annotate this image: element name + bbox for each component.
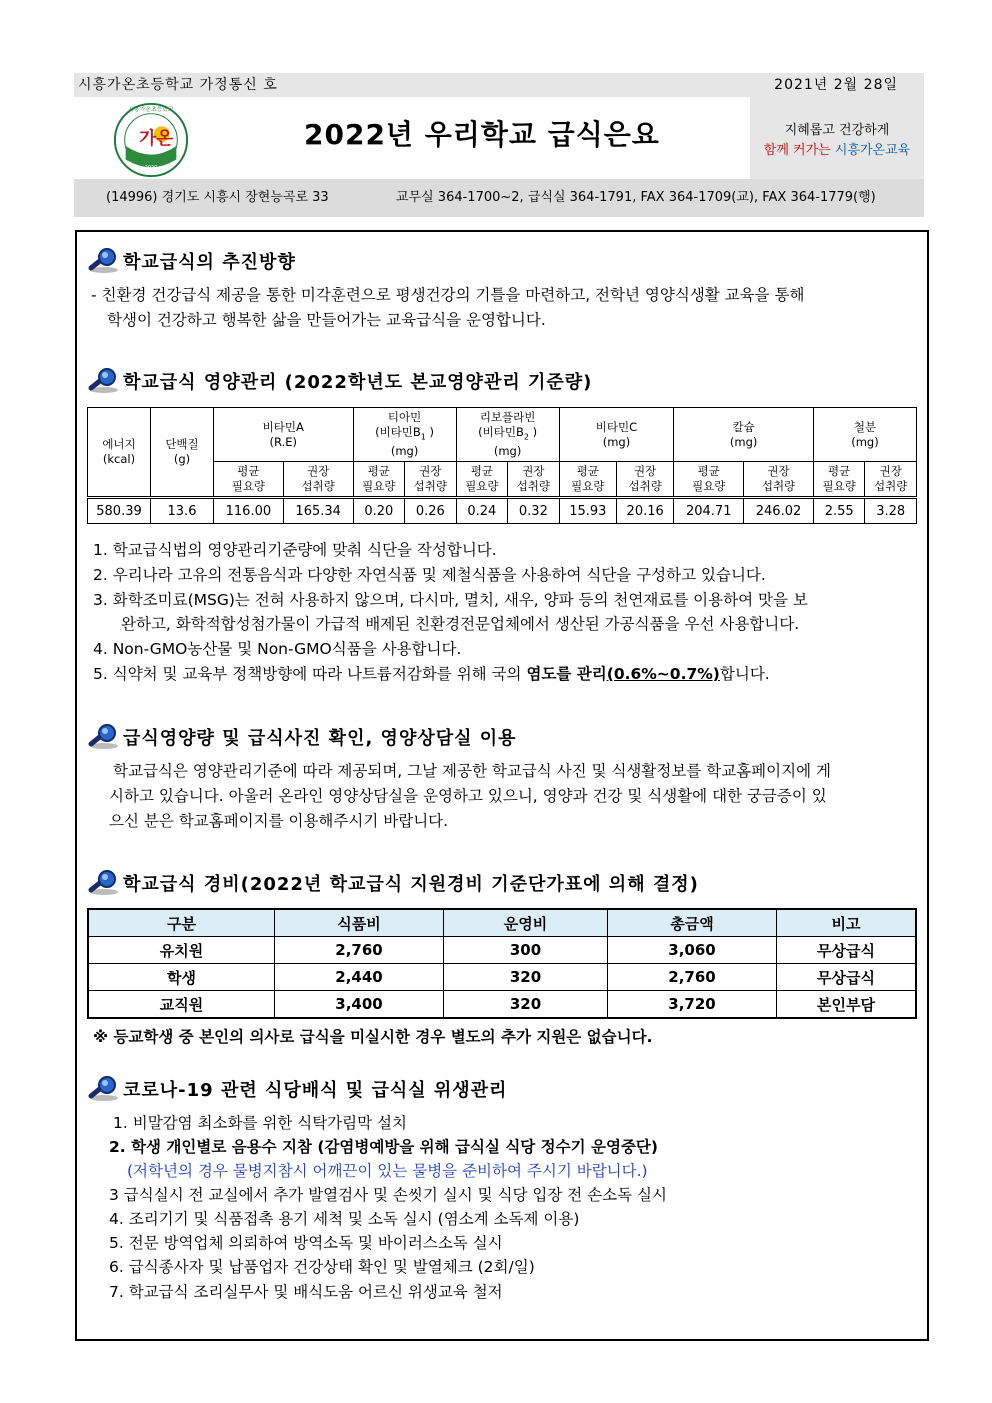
sub-avg: 평균 필요량 [456, 462, 508, 498]
cost-header-cell: 식품비 [275, 909, 444, 937]
value-cell: 580.39 [88, 498, 151, 524]
values-row [88, 498, 917, 524]
col-energy: 에너지 (kcal) [88, 408, 151, 498]
value-cell: 15.93 [559, 498, 616, 524]
value-cell: 246.02 [744, 498, 814, 524]
value-cell: 0.26 [405, 498, 457, 524]
value-cell: 204.71 [674, 498, 744, 524]
title-bar [74, 97, 924, 179]
issue-date: 2021년 2월 28일 [774, 77, 898, 93]
sub-rec: 권장 섭취량 [508, 462, 560, 498]
page-title: 2022년 우리학교 급식은요 [304, 118, 660, 151]
address-bar [74, 179, 924, 217]
section-title-4: 학교급식 경비(2022년 학교급식 지원경비 기준단가표에 의해 결정) [123, 874, 699, 895]
value-cell: 116.00 [214, 498, 284, 524]
value-cell: 0.24 [456, 498, 508, 524]
magnifier-icon [87, 870, 121, 896]
sub-avg: 평균 필요량 [353, 462, 405, 498]
sub-avg: 평균 필요량 [674, 462, 744, 498]
value-cell: 13.6 [151, 498, 214, 524]
s2-item1: 1. 학교급식법의 영양관리기준량에 맞춰 식단을 작성합니다. [93, 541, 497, 559]
col-calcium: 칼슘 (mg) [674, 408, 814, 462]
value-cell: 0.20 [353, 498, 405, 524]
motto-line2-prefix: 함께 커가는 [763, 143, 835, 158]
value-cell: 3.28 [865, 498, 917, 524]
table-row: 유치원 2,760 300 3,060 무상급식 [88, 937, 916, 964]
section-title-1: 학교급식의 추진방향 [123, 252, 296, 273]
sub-rec: 권장 섭취량 [744, 462, 814, 498]
s2-item3-cont: 완하고, 화학적합성첨가물이 가급적 배제된 친환경전문업체에서 생산된 가공식품을 우선 사용합니다. [121, 615, 800, 633]
main-content [75, 230, 929, 1341]
s1-line1: - 친환경 건강급식 제공을 통한 미각훈련으로 평생건강의 기틀을 마련하고, 전학년 영양식생활 교육을 통해 [91, 286, 805, 304]
school-contacts: 교무실 364-1700~2, 급식실 364-1791, FAX 364-1709(교), FAX 364-1779(행) [396, 190, 876, 205]
sub-rec: 권장 섭취량 [616, 462, 673, 498]
magnifier-icon [87, 368, 121, 394]
s5-item2: 2. 학생 개인별로 음용수 지참 (감염병예방을 위해 급식실 식당 정수기 운영중단) [109, 1138, 658, 1156]
motto-line2-school: 시흥가온교육 [834, 143, 911, 158]
value-cell: 2.55 [813, 498, 865, 524]
section-heading-5 [87, 1076, 507, 1102]
nutrition-table [87, 407, 917, 524]
value-cell: 20.16 [616, 498, 673, 524]
section-title-5: 코로나-19 관련 식당배식 및 급식실 위생관리 [123, 1080, 508, 1101]
sub-rec: 권장 섭취량 [405, 462, 457, 498]
header-bar [74, 73, 924, 97]
s2-item2: 2. 우리나라 고유의 전통음식과 다양한 자연식품 및 제철식품을 사용하여 식단을 구성하고 있습니다. [93, 566, 766, 584]
col-thiamin: 티아민 (비타민$B_1$ ) (mg) [353, 408, 456, 462]
cost-header-cell: 구분 [88, 909, 275, 937]
s5-item3: 3 급식실시 전 교실에서 추가 발열검사 및 손씻기 실시 및 식당 입장 전 손소독 실시 [109, 1186, 667, 1204]
s5-item6: 6. 급식종사자 및 납품업자 건강상태 확인 및 발열체크 (2회/일) [109, 1258, 535, 1276]
cost-header-row [88, 909, 916, 937]
s5-item2-note: (저학년의 경우 물병지참시 어깨끈이 있는 물병을 준비하여 주시기 바랍니다.) [127, 1162, 648, 1180]
col-vitc: 비타민C (mg) [559, 408, 674, 462]
section-heading-2 [87, 368, 592, 394]
motto-line1: 지혜롭고 건강하게 [784, 123, 890, 138]
value-cell: 165.34 [283, 498, 353, 524]
magnifier-icon [87, 1076, 121, 1102]
s5-item1: 1. 비말감염 최소화를 위한 식탁가림막 설치 [113, 1114, 407, 1132]
logo-ring-text: 시흥가온초등학교 [128, 106, 174, 113]
sub-rec: 권장 섭취량 [865, 462, 917, 498]
sub-rec: 권장 섭취량 [283, 462, 353, 498]
section-heading-1 [87, 248, 296, 274]
s5-item5: 5. 전문 방역업체 의뢰하여 방역소독 및 바이러스소독 실시 [109, 1234, 503, 1252]
motto-line2 [750, 139, 924, 158]
section-heading-4 [87, 870, 699, 896]
s5-item4: 4. 조리기기 및 식품접촉 용기 세척 및 소독 실시 (염소계 소독제 이용) [109, 1210, 580, 1228]
magnifier-icon [87, 248, 121, 274]
sub-avg: 평균 필요량 [813, 462, 865, 498]
s3-line2: 시하고 있습니다. 아울러 온라인 영양상담실을 운영하고 있으니, 영양과 건강 및 식생활에 대한 궁금증이 있 [109, 787, 827, 805]
s3-line1: 학교급식은 영양관리기준에 따라 제공되며, 그날 제공한 학교급식 사진 및 식생활정보를 학교홈페이지에 게 [113, 762, 831, 780]
col-protein: 단백질 (g) [151, 408, 214, 498]
magnifier-icon [87, 724, 121, 750]
logo-year: 2020 [144, 165, 158, 172]
school-motto [750, 97, 924, 179]
col-vita: 비타민A (R.E) [214, 408, 354, 462]
cost-header-cell: 총금액 [608, 909, 777, 937]
s1-line2: 학생이 건강하고 행복한 삶을 만들어가는 교육급식을 운영합니다. [107, 311, 546, 329]
newsletter-label: 시흥가온초등학교 가정통신 호 [78, 77, 278, 93]
s2-item4: 4. Non-GMO농산물 및 Non-GMO식품을 사용합니다. [93, 640, 462, 658]
logo-text: 가온 [139, 128, 174, 149]
table-row: 학생 2,440 320 2,760 무상급식 [88, 964, 916, 991]
col-iron: 철분 (mg) [813, 408, 916, 462]
section-heading-3 [87, 724, 517, 750]
sub-avg: 평균 필요량 [214, 462, 284, 498]
table-row: 교직원 3,400 320 3,720 본인부담 [88, 991, 916, 1019]
s2-item5: 5. 식약처 및 교육부 정책방향에 따라 나트륨저감화를 위해 국의 염도를 관리(0.6%~0.7%)합니다. [93, 665, 770, 683]
school-address: (14996) 경기도 시흥시 장현능곡로 33 [106, 190, 329, 205]
cost-header-cell: 비고 [777, 909, 917, 937]
cost-note: ※ 등교학생 중 본인의 의사로 급식을 미실시한 경우 별도의 추가 지원은 없습니다. [93, 1028, 653, 1046]
cost-header-cell: 운영비 [444, 909, 608, 937]
sub-avg: 평균 필요량 [559, 462, 616, 498]
value-cell: 0.32 [508, 498, 560, 524]
section-title-2: 학교급식 영양관리 (2022학년도 본교영양관리 기준량) [123, 372, 593, 393]
school-logo [112, 101, 190, 179]
section-title-3: 급식영양량 및 급식사진 확인, 영양상담실 이용 [123, 728, 517, 749]
s2-item3: 3. 화학조미료(MSG)는 전혀 사용하지 않으며, 다시마, 멸치, 새우, 양파 등의 천연재료를 이용하여 맛을 보 [93, 591, 808, 609]
s3-line3: 으신 분은 학교홈페이지를 이용해주시기 바랍니다. [109, 812, 449, 830]
cost-table [87, 908, 917, 1019]
s5-item7: 7. 학교급식 조리실무사 및 배식도움 어르신 위생교육 철저 [109, 1283, 503, 1301]
col-riboflavin: 리보플라빈 (비타민$B_2$ ) (mg) [456, 408, 559, 462]
